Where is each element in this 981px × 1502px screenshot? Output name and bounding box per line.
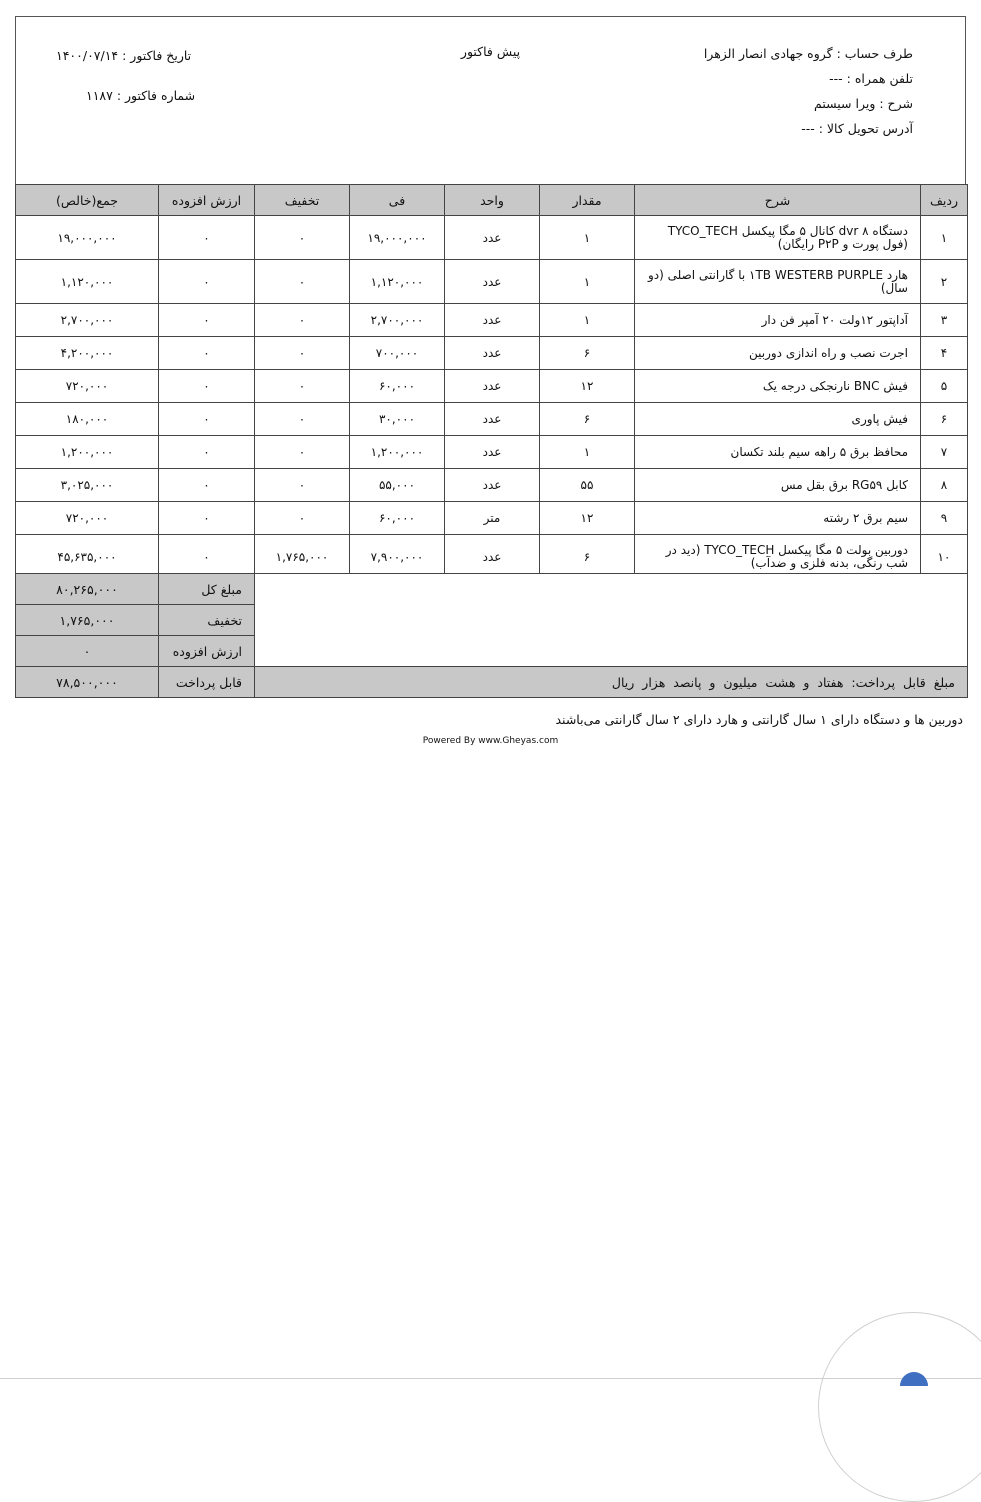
row-discount: ۰: [255, 337, 350, 370]
row-vat: ۰: [159, 370, 255, 403]
row-description: فیش BNC نارنجکی درجه یک: [635, 370, 921, 403]
vat-value: ۰: [16, 636, 159, 667]
invoice-title: پیش فاکتور: [460, 44, 521, 59]
row-index: ۲: [921, 260, 968, 304]
row-index: ۱۰: [921, 535, 968, 579]
row-total: ۷۲۰,۰۰۰: [16, 502, 159, 535]
payable-amount-words: مبلغ قابل پرداخت: هفتاد و هشت میلیون و پانصد هزار ریال: [255, 667, 968, 698]
row-total: ۳,۰۲۵,۰۰۰: [16, 469, 159, 502]
table-row: [16, 337, 968, 370]
row-unit: عدد: [445, 260, 540, 304]
row-quantity: ۱۲: [540, 370, 635, 403]
row-discount: ۰: [255, 502, 350, 535]
table-row: [16, 469, 968, 502]
table-row: [16, 535, 968, 579]
row-unit: عدد: [445, 370, 540, 403]
col-header-unit: واحد: [445, 185, 540, 216]
row-discount: ۰: [255, 370, 350, 403]
col-header-vat: ارزش افزوده: [159, 185, 255, 216]
row-price: ۲,۷۰۰,۰۰۰: [350, 304, 445, 337]
row-price: ۶۰,۰۰۰: [350, 502, 445, 535]
gross-amount-label: مبلغ کل: [159, 574, 255, 605]
col-header-description: شرح: [635, 185, 921, 216]
table-row: [16, 502, 968, 535]
invoice-header: [15, 16, 966, 184]
col-header-discount: تخفیف: [255, 185, 350, 216]
row-unit: متر: [445, 502, 540, 535]
row-unit: عدد: [445, 337, 540, 370]
row-total: ۴۵,۶۳۵,۰۰۰: [16, 535, 159, 579]
row-quantity: ۱: [540, 436, 635, 469]
row-price: ۶۰,۰۰۰: [350, 370, 445, 403]
items-table: [15, 184, 968, 579]
table-row: [16, 216, 968, 260]
row-total: ۲,۷۰۰,۰۰۰: [16, 304, 159, 337]
row-index: ۸: [921, 469, 968, 502]
row-description: آداپتور ۱۲ولت ۲۰ آمپر فن دار: [635, 304, 921, 337]
table-row: [16, 304, 968, 337]
row-index: ۷: [921, 436, 968, 469]
row-unit: عدد: [445, 216, 540, 260]
payable-label: قابل پرداخت: [159, 667, 255, 698]
row-unit: عدد: [445, 304, 540, 337]
row-index: ۶: [921, 403, 968, 436]
col-header-index: ردیف: [921, 185, 968, 216]
row-price: ۱,۲۰۰,۰۰۰: [350, 436, 445, 469]
row-discount: ۰: [255, 469, 350, 502]
table-row: [16, 403, 968, 436]
warranty-note: دوربین ها و دستگاه دارای ۱ سال گارانتی و هارد دارای ۲ سال گارانتی می‌باشند: [555, 712, 963, 727]
row-price: ۱۹,۰۰۰,۰۰۰: [350, 216, 445, 260]
invoice-date: تاریخ فاکتور : ۱۴۰۰/۰۷/۱۴: [56, 48, 192, 63]
totals-table: [15, 573, 968, 698]
row-quantity: ۱: [540, 260, 635, 304]
row-description: دستگاه ۸ dvr کانال ۵ مگا پیکسل TYCO_TECH (فول پورت و P۲P رایگان): [635, 216, 921, 260]
row-total: ۱۹,۰۰۰,۰۰۰: [16, 216, 159, 260]
table-row: [16, 260, 968, 304]
row-quantity: ۱۲: [540, 502, 635, 535]
powered-by: Powered By www.Gheyas.com: [422, 736, 559, 746]
totals-row-gross: [16, 574, 968, 605]
col-header-quantity: مقدار: [540, 185, 635, 216]
row-total: ۱۸۰,۰۰۰: [16, 403, 159, 436]
totals-row-payable: [16, 667, 968, 698]
row-description: سیم برق ۲ رشته: [635, 502, 921, 535]
gross-amount-value: ۸۰,۲۶۵,۰۰۰: [16, 574, 159, 605]
row-unit: عدد: [445, 535, 540, 579]
row-discount: ۰: [255, 436, 350, 469]
vat-label: ارزش افزوده: [159, 636, 255, 667]
col-header-total: جمع(خالص): [16, 185, 159, 216]
row-total: ۷۲۰,۰۰۰: [16, 370, 159, 403]
discount-label: تخفیف: [159, 605, 255, 636]
phone-number: تلفن همراه : ---: [829, 71, 913, 86]
row-price: ۷۰۰,۰۰۰: [350, 337, 445, 370]
row-description: محافظ برق ۵ راهه سیم بلند تکسان: [635, 436, 921, 469]
row-index: ۱: [921, 216, 968, 260]
invoice-number: شماره فاکتور : ۱۱۸۷: [86, 88, 196, 103]
row-index: ۴: [921, 337, 968, 370]
row-index: ۹: [921, 502, 968, 535]
row-vat: ۰: [159, 469, 255, 502]
table-row: [16, 436, 968, 469]
row-discount: ۰: [255, 304, 350, 337]
row-vat: ۰: [159, 260, 255, 304]
row-discount: ۰: [255, 216, 350, 260]
delivery-address: آدرس تحویل کالا : ---: [801, 121, 913, 136]
row-vat: ۰: [159, 337, 255, 370]
invoice-description: شرح : ویرا سیستم: [814, 96, 913, 111]
row-quantity: ۶: [540, 535, 635, 579]
payable-value: ۷۸,۵۰۰,۰۰۰: [16, 667, 159, 698]
table-header-row: [16, 185, 968, 216]
row-vat: ۰: [159, 304, 255, 337]
row-unit: عدد: [445, 403, 540, 436]
row-vat: ۰: [159, 502, 255, 535]
row-description: فیش پاوری: [635, 403, 921, 436]
row-description: کابل RG۵۹ برق بقل مس: [635, 469, 921, 502]
col-header-price: فی: [350, 185, 445, 216]
row-unit: عدد: [445, 436, 540, 469]
totals-blank-area: [255, 574, 968, 667]
row-vat: ۰: [159, 403, 255, 436]
row-total: ۱,۲۰۰,۰۰۰: [16, 436, 159, 469]
row-quantity: ۱: [540, 304, 635, 337]
floating-button-outline[interactable]: [818, 1312, 981, 1502]
row-description: اجرت نصب و راه اندازی دوربین: [635, 337, 921, 370]
account-party: طرف حساب : گروه جهادی انصار الزهرا: [703, 46, 913, 61]
row-unit: عدد: [445, 469, 540, 502]
row-vat: ۰: [159, 216, 255, 260]
table-row: [16, 370, 968, 403]
row-discount: ۰: [255, 260, 350, 304]
row-quantity: ۶: [540, 403, 635, 436]
row-quantity: ۶: [540, 337, 635, 370]
row-vat: ۰: [159, 436, 255, 469]
row-index: ۳: [921, 304, 968, 337]
row-total: ۱,۱۲۰,۰۰۰: [16, 260, 159, 304]
row-quantity: ۵۵: [540, 469, 635, 502]
row-description: هارد ۱TB WESTERB PURPLE با گارانتی اصلی (دو سال): [635, 260, 921, 304]
row-price: ۱,۱۲۰,۰۰۰: [350, 260, 445, 304]
row-quantity: ۱: [540, 216, 635, 260]
row-description: دوربین بولت ۵ مگا پیکسل TYCO_TECH (دید در شب رنگی، بدنه فلزی و ضدآب): [635, 535, 921, 579]
row-discount: ۰: [255, 403, 350, 436]
row-discount: ۱,۷۶۵,۰۰۰: [255, 535, 350, 579]
row-price: ۳۰,۰۰۰: [350, 403, 445, 436]
row-price: ۷,۹۰۰,۰۰۰: [350, 535, 445, 579]
row-price: ۵۵,۰۰۰: [350, 469, 445, 502]
row-total: ۴,۲۰۰,۰۰۰: [16, 337, 159, 370]
discount-value: ۱,۷۶۵,۰۰۰: [16, 605, 159, 636]
row-index: ۵: [921, 370, 968, 403]
row-vat: ۰: [159, 535, 255, 579]
